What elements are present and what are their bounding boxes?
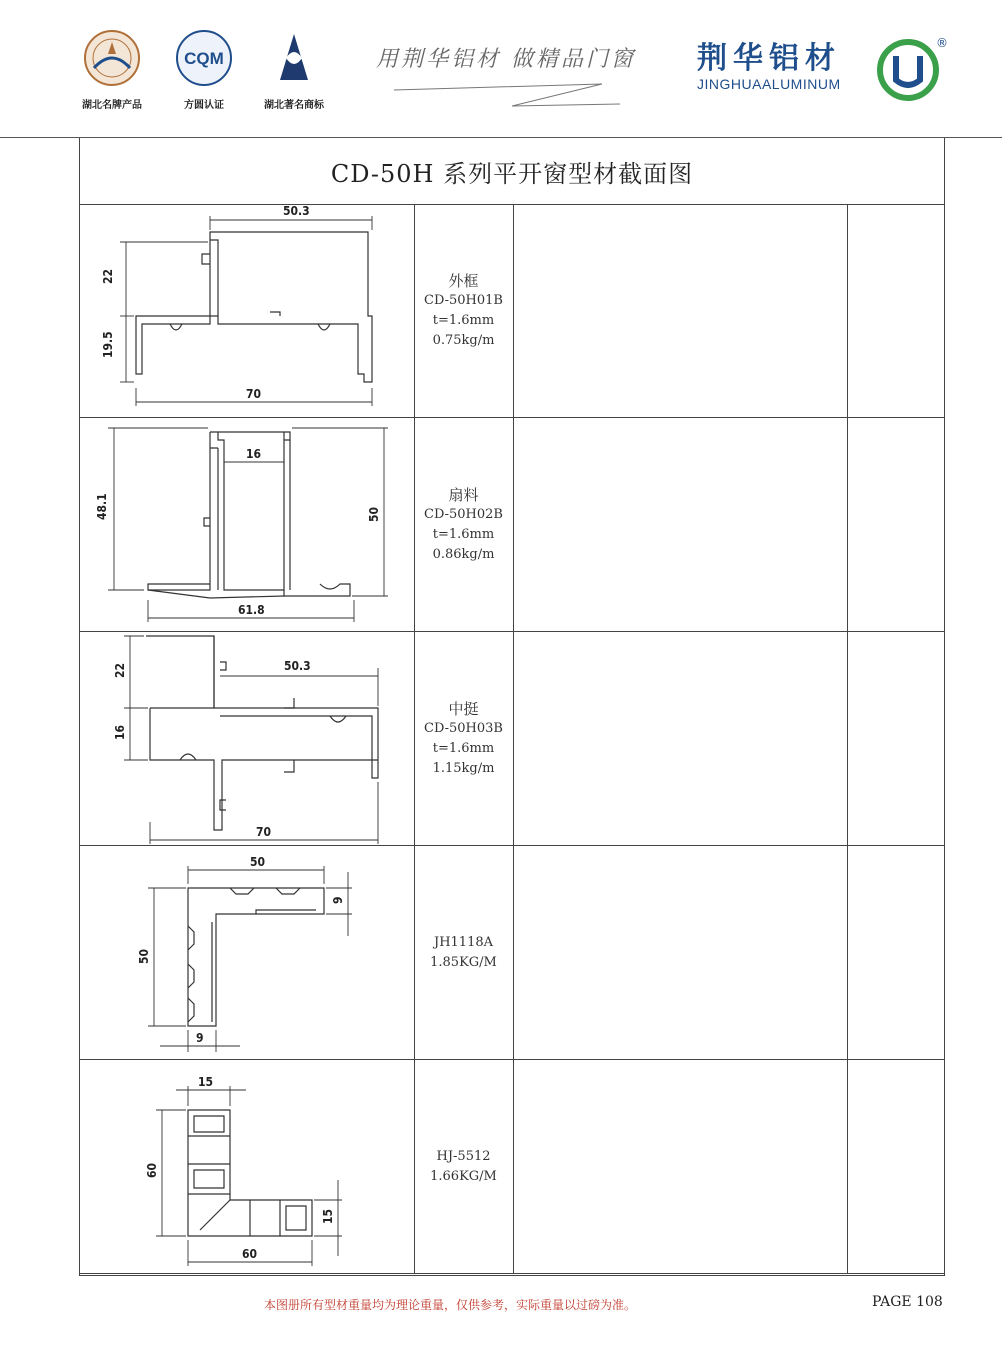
profile-info-cell (414, 846, 514, 1059)
dim-label: 16 (113, 724, 127, 740)
profile-thickness: t=1.6mm (432, 312, 495, 328)
profile-weight: 0.75kg/m (432, 332, 495, 348)
dim-label: 50 (367, 506, 381, 522)
dim-label: 60 (145, 1162, 159, 1178)
dim-label: 50 (137, 948, 151, 964)
profile-name: 中挺 (448, 699, 479, 718)
dim-label: 61.8 (238, 603, 265, 617)
logo-caption: 方圆认证 (184, 100, 224, 111)
slogan-underline-decoration (392, 76, 622, 110)
table-row (80, 204, 944, 418)
logo-caption: 湖北著名商标 (264, 100, 324, 111)
dim-label: 48.1 (95, 493, 109, 520)
table-row (80, 632, 944, 846)
registered-mark: ® (936, 36, 948, 50)
profile-info-cell (414, 632, 514, 845)
profile-name: 扇料 (448, 485, 479, 504)
dim-label: 70 (246, 387, 262, 401)
profile-info-cell (414, 418, 514, 631)
dim-label: 16 (246, 447, 262, 461)
logo-caption: 湖北名牌产品 (82, 100, 142, 111)
profile-code: HJ-5512 (436, 1148, 491, 1164)
dim-label: 9 (196, 1031, 204, 1045)
dim-label: 9 (331, 896, 345, 904)
dim-label: 15 (321, 1208, 335, 1224)
page-number: PAGE 108 (872, 1294, 943, 1310)
profile-drawing-cell (80, 204, 415, 417)
dim-label: 22 (113, 662, 127, 678)
hj5512-section-drawing (80, 1060, 414, 1274)
profile-drawing-cell (80, 1060, 415, 1273)
empty-cell (513, 418, 848, 631)
cqm-logo (172, 28, 236, 111)
provincial-brand-seal-icon (80, 28, 144, 88)
jh1118a-section-drawing (80, 846, 414, 1060)
profile-code: CD-50H03B (424, 720, 503, 736)
svg-text:CQM: CQM (184, 49, 224, 68)
profile-info-cell (414, 1060, 514, 1273)
table-title: CD-50H 系列平开窗型材截面图 (330, 159, 694, 188)
profile-weight: 1.85KG/M (430, 954, 497, 970)
dim-label: 19.5 (101, 331, 115, 358)
sash-section-drawing (80, 418, 414, 632)
dim-label: 50.3 (284, 659, 311, 673)
dim-label: 22 (101, 268, 115, 284)
empty-cell (513, 846, 848, 1059)
table-row (80, 1060, 944, 1274)
profile-weight: 1.15kg/m (432, 760, 495, 776)
weight-disclaimer: 本图册所有型材重量均为理论重量，仅供参考，实际重量以过磅为准。 (264, 1298, 637, 1312)
profile-drawing-cell (80, 418, 415, 631)
outer-frame-section-drawing (80, 204, 414, 418)
table-title-row (80, 138, 944, 205)
profile-code: JH1118A (433, 934, 494, 950)
slogan: 用荆华铝材 做精品门窗 (376, 47, 636, 72)
trademark-logo (262, 28, 326, 111)
brand-name-en: JINGHUAALUMINUM (697, 76, 841, 92)
empty-cell (513, 1060, 848, 1273)
profile-drawing-cell (80, 632, 415, 845)
profile-drawing-cell (80, 846, 415, 1059)
empty-cell (513, 632, 848, 845)
table-row (80, 418, 944, 632)
profile-thickness: t=1.6mm (432, 526, 495, 542)
empty-cell (513, 204, 848, 417)
profile-thickness: t=1.6mm (432, 740, 495, 756)
table-row (80, 846, 944, 1060)
page-header (0, 0, 1002, 138)
famous-trademark-icon (262, 28, 326, 88)
mullion-section-drawing (80, 632, 414, 846)
dim-label: 60 (242, 1247, 258, 1261)
profile-weight: 0.86kg/m (432, 546, 495, 562)
brand-block (697, 42, 841, 92)
dim-label: 70 (256, 825, 272, 839)
profile-table (79, 138, 945, 1276)
brand-name-cn: 荆华铝材 (697, 41, 841, 76)
profile-weight: 1.66KG/M (430, 1168, 497, 1184)
provincial-brand-logo (80, 28, 144, 111)
profile-code: CD-50H02B (424, 506, 503, 522)
profile-info-cell (414, 204, 514, 417)
dim-label: 50 (250, 855, 266, 869)
profile-code: CD-50H01B (424, 292, 503, 308)
profile-name: 外框 (448, 271, 479, 290)
dim-label: 15 (198, 1075, 214, 1089)
dim-label: 50.3 (283, 204, 310, 218)
cqm-certification-icon (172, 28, 236, 88)
